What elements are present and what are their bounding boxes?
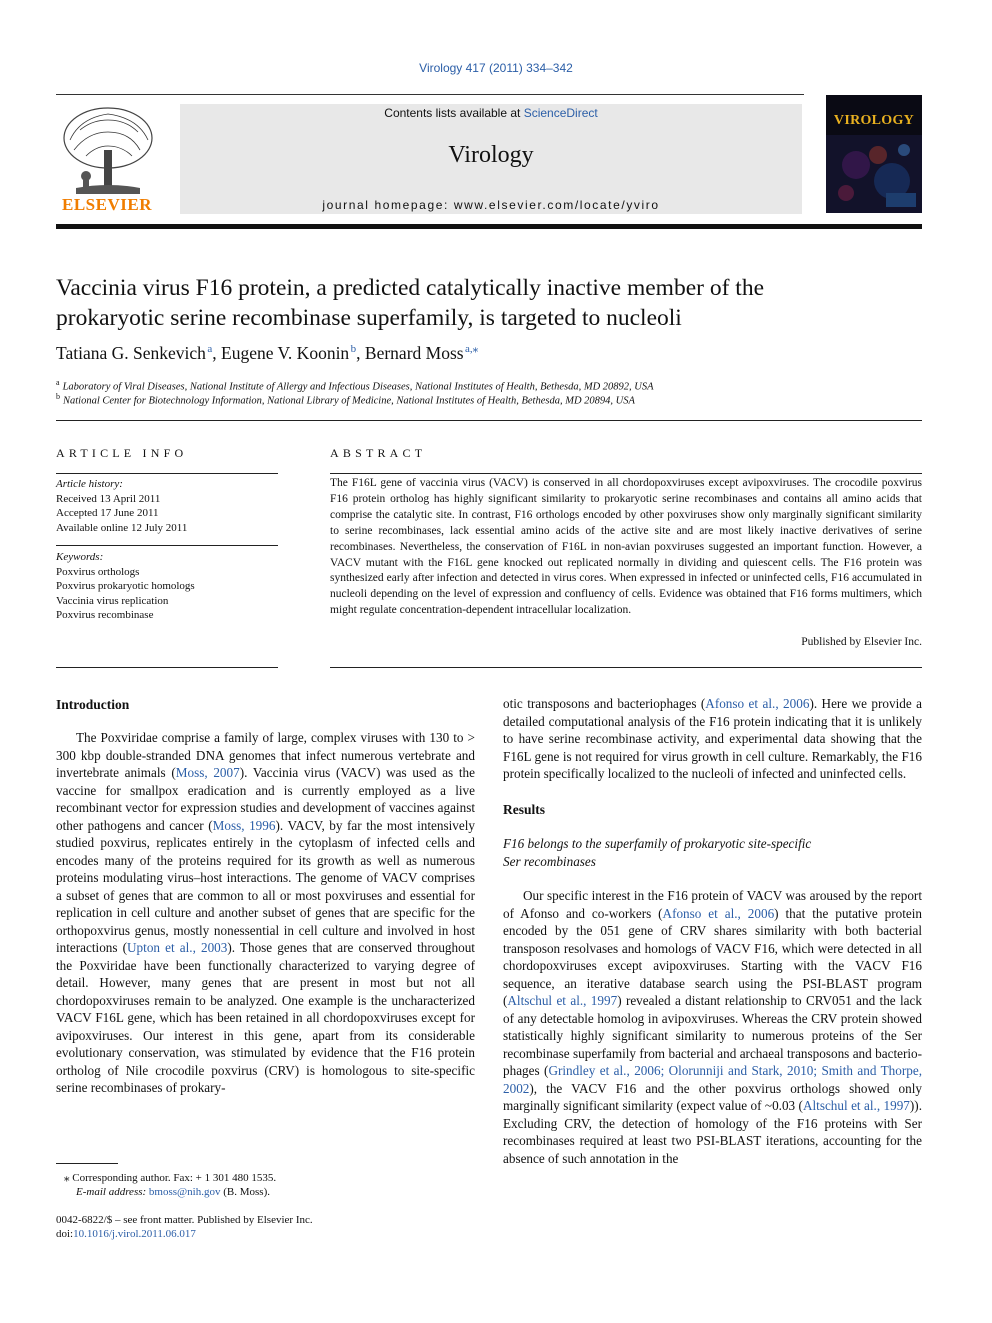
author-list: Tatiana G. Senkevich $^a$, Eugene V. Koonin $^b$, Bernard Moss $^{a,⁎}$ [56,342,479,363]
text-run: ). Here we provide a detailed computational analysis of the F16 protein indicating that it is unlikely to have serine recombinase activity, and experimental data showing that the F16L gene is not required for virus growth in cell culture. Remarkably, the F16 protein specifically localized to the nucleoli of infected and uninfected cells. [503,696,922,781]
reference-link[interactable]: Altschul et al., 1997 [507,993,618,1008]
author-affil-mark[interactable]: a [207,343,213,355]
text-run: ) revealed a distant relationship to CRV051 and the lack of any detectable homolog in avipoxviruses. Whereas the CRV protein showed statistically highly significant similarity to numerous proteins of the Ser recombinase superfamily from bacterial and archaeal transposons and bacterio-phages ( [503,993,922,1078]
intro-paragraph [56,729,475,1097]
subheading-line: Ser recombinases [503,853,596,869]
keywords-label: Keywords: [56,551,104,563]
title-line-2: prokaryotic serine recombinase superfamily, is targeted to nucleoli [56,305,682,331]
author-affil-mark[interactable]: b [350,343,357,355]
reference-link[interactable]: Afonso et al., 2006 [662,905,775,921]
published-by: Published by Elsevier Inc. [801,636,922,648]
reference-link[interactable]: Upton et al., 2003 [127,940,228,955]
contents-prefix: Contents lists available at [384,106,524,120]
subheading-line: F16 belongs to the superfamily of prokaryotic site-specific [503,836,812,851]
article-info-heading: ARTICLE INFO [56,446,188,460]
text-run: ) that the putative protein encoded by the 051 gene of CRV shares similarity with both bacterial transposon resolvases and homologs of VACV F16, which were detected in all chordopoxviruses except avipoxviruses. Starting with the VACV F16 sequence, an iterative database search using the PSI-BLAST program ( [503,905,922,1008]
divider [330,473,922,474]
header-thick-rule [56,224,922,229]
text-run: )). Excluding CRV, the detection of homology of the F16 proteins with Ser recombinases required at least two PSI-BLAST iterations, accounting for the absence of such annotation in the [503,1098,922,1166]
results-paragraph [503,887,922,1167]
reference-link[interactable]: Moss, 1996 [212,817,276,833]
reference-link[interactable]: Altschul et al., 1997 [802,1098,910,1113]
doi-line [56,1228,196,1240]
online-date: Available online 12 July 2011 [56,521,188,534]
cover-title: VIROLOGY [833,113,915,128]
journal-homepage[interactable]: journal homepage: www.elsevier.com/locate/yviro [322,198,660,212]
accepted-date: Accepted 17 June 2011 [56,507,159,519]
text-run: The Poxviridae comprise a family of large, complex viruses with 130 to > 300 kbp double-stranded DNA genomes that infect numerous vertebrate and invertebrate animals ( [56,730,475,780]
affiliation-mark: b [56,392,60,401]
text-run: otic transposons and bacteriophages ( [503,696,706,711]
article-title [56,273,922,333]
affiliation-mark: a [56,378,60,387]
introduction-heading: Introduction [56,697,130,712]
doi-prefix: doi: [56,1228,74,1240]
history-label: Article history: [56,478,123,490]
divider [56,545,278,546]
reference-link[interactable]: Grindley et al., 2006; Olorunniji and Stark, 2010; Smith and Thorpe, 2002 [503,1063,922,1096]
author-name[interactable]: Bernard Moss [364,342,464,363]
abstract-heading: ABSTRACT [330,446,427,460]
footnote-rule [56,1163,118,1164]
keyword: Poxvirus prokaryotic homologs [56,580,195,592]
corresponding-author-note: ⁎ Corresponding author. Fax: + 1 301 480 1535. [64,1172,277,1184]
email-label: E-mail address: [76,1186,149,1198]
text-run: ), the VACV F16 and the other poxvirus orthologs showed only marginally significant similarity (expect value of ~0.03 ( [503,1080,922,1113]
text-run: ). Vaccinia virus (VACV) was used as the vaccine for smallpox eradication and is currently employed as a live recombinant vector for expression studies and development of vaccines against other pathogens and cancer ( [56,765,475,833]
email-link[interactable]: bmoss@nih.gov [148,1186,221,1198]
affiliation [56,390,922,409]
journal-citation[interactable]: Virology 417 (2011) 334–342 [419,61,573,75]
divider [56,667,278,668]
article-history [56,477,278,535]
received-date: Received 13 April 2011 [56,492,161,505]
text-run: ). Those genes that are conserved throughout the Poxviridae have been functionally characterized to varying degree of detail. However, many genes that are present in most but not all chordopoxviruses remain to be analyzed. One example is the uncharacterized VACV F16L gene, which has been retained in all chordopoxviruses except for avipoxviruses. Our interest in this gene, apart from its considerable evolutionary conservation, was stimulated by evidence that the F16 protein ortholog of Nile crocodile poxvirus (CRV) is homologous to site-specific serine recombinases of prokary- [56,940,475,1095]
keyword: Vaccinia virus replication [56,594,169,607]
email-note [76,1186,270,1198]
divider [330,667,922,668]
email-suffix: (B. Moss). [220,1186,270,1198]
reference-link[interactable]: Afonso et al., 2006 [705,696,810,711]
results-subheading [503,835,922,870]
keywords [56,550,278,623]
sciencedirect-link[interactable]: ScienceDirect [523,106,598,120]
divider [56,473,278,474]
divider [56,420,922,421]
doi-link[interactable]: 10.1016/j.virol.2011.06.017 [73,1228,196,1240]
author-name[interactable]: Tatiana G. Senkevich [56,342,206,363]
elsevier-wordmark: ELSEVIER [62,195,152,214]
text-run: ). VACV, by far the most intensively studied poxvirus, replicates entirely in the cytoplasm of infected cells and encodes many of the proteins required for its growth as well as numerous proteins modulating virus–host interactions. The genome of VACV comprises a subset of genes that are common to all or most poxviruses and essential for replication in cell culture and another subset of genes that are specific for the orthopoxvirus genus, mostly nonessential in cell culture and involved in host interactions ( [56,817,475,955]
issn-line: 0042-6822/$ – see front matter. Published by Elsevier Inc. [56,1214,313,1226]
header-top-rule [56,94,804,95]
reference-link[interactable]: Moss, 2007 [175,765,240,780]
keyword: Poxvirus recombinase [56,609,154,621]
results-heading: Results [503,801,546,817]
author-affil-mark[interactable]: a,⁎ [465,343,479,355]
text-run: Our specific interest in the F16 protein of VACV was aroused by the report of Afonso and co-workers ( [503,888,922,921]
author-name[interactable]: Eugene V. Koonin [221,342,350,363]
keyword: Poxvirus orthologs [56,565,140,578]
contents-line [180,106,802,120]
abstract-text: The F16L gene of vaccinia virus (VACV) is conserved in all chordopoxviruses except avipoxviruses. The crocodile poxvirus F16 protein ortholog has highly significant similarity to prokaryotic serine recombinases and contains all amino acids that comprise the catalytic site. In contrast, F16 orthologs encoded by other poxviruses show only marginally significant similarity to serine recombinases, lack essential amino acids of the active site and are most likely inactive derivatives of serine recombinases. Nevertheless, the conservation of F16L in non-avian poxviruses suggested an important function. However, a VACV mutant with the F16L gene knocked out replicated normally in dividing and quiescent cells. The F16 protein was synthesized early after infection and detected in virus cores. When expressed in infected or uninfected cells, F16 accumulated in nucleoli depending on the level of expression and confluency of cells. Evidence was obtained that F16 forms multimers, which might regulate concentration-dependent intracellular localization. [330,477,922,617]
journal-name: Virology [448,142,534,168]
title-line-1: Vaccinia virus F16 protein, a predicted catalytically inactive member of the [56,275,764,301]
journal-cover-image [826,95,922,213]
affiliation-text: Laboratory of Viral Diseases, National Institute of Allergy and Infectious Diseases, National Institutes of Health, Bethesda, MD 20892, USA [62,381,654,393]
affiliation-text: National Center for Biotechnology Information, National Library of Medicine, National Institutes of Health, Bethesda, MD 20894, USA [63,395,635,407]
right-column [503,695,922,1167]
